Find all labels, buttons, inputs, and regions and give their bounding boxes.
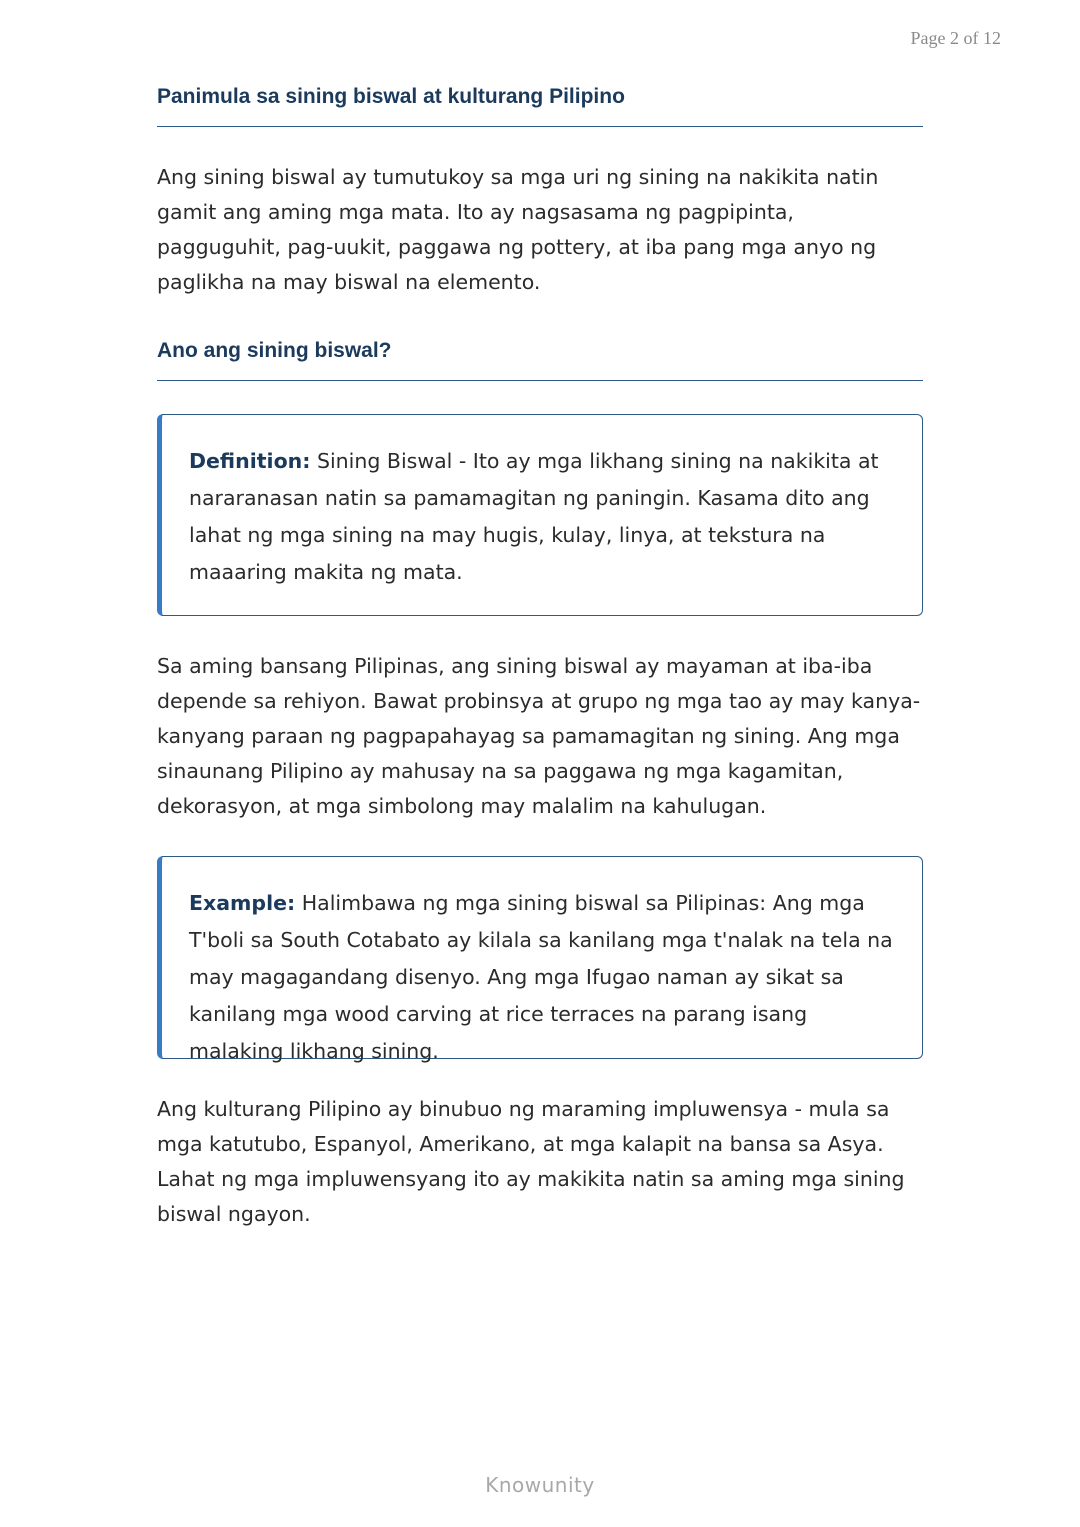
example-label: Example: [189,891,296,915]
page-number: Page 2 of 12 [910,28,1001,48]
section-divider [157,126,923,127]
definition-body: Sining Biswal - Ito ay mga likhang sining na nakikita at nararanasan natin sa pamamagitan ng paningin. Kasama dito ang lahat ng mga sining na may hugis, kulay, linya, at tekstura na maaaring makita ng mata. [189,449,879,584]
section-title-intro: Panimula sa sining biswal at kulturang Pilipino [157,85,625,108]
philippines-paragraph: Sa aming bansang Pilipinas, ang sining biswal ay mayaman at iba-iba depende sa rehiyon. Bawat probinsya at grupo ng mga tao ay may kanya-kanyang paraan ng pagpapahayag sa pamamagitan ng sining. Ang mga sinaunang Pilipino ay mahusay na sa paggawa ng mga kagamitan, dekorasyon, at mga simbolong may malalim na kahulugan. [157,654,921,818]
example-box [157,856,923,1063]
example-text [189,885,896,1070]
section-divider [157,380,923,381]
definition-label: Definition: [189,449,311,473]
section-title-definition: Ano ang sining biswal? [157,339,392,362]
footer-brand: Knowunity [485,1473,595,1497]
culture-paragraph: Ang kulturang Pilipino ay binubuo ng maraming impluwensya - mula sa mga katutubo, Espanyol, Amerikano, at mga kalapit na bansa sa Asya. Lahat ng mga impluwensyang ito ay makikita natin sa aming mga sining biswal ngayon. [157,1097,905,1226]
example-body: Halimbawa ng mga sining biswal sa Pilipinas: Ang mga T'boli sa South Cotabato ay kilala sa kanilang mga t'nalak na tela na may magagandang disenyo. Ang mga Ifugao naman ay sikat sa kanilang mga wood carving at rice terraces na parang isang malaking likhang sining. [189,891,893,1063]
intro-paragraph: Ang sining biswal ay tumutukoy sa mga uri ng sining na nakikita natin gamit ang aming mga mata. Ito ay nagsasama ng pagpipinta, pagguguhit, pag-uukit, paggawa ng pottery, at iba pang mga anyo ng paglikha na may biswal na elemento. [157,165,879,294]
definition-box [157,414,923,616]
definition-text [189,443,896,591]
